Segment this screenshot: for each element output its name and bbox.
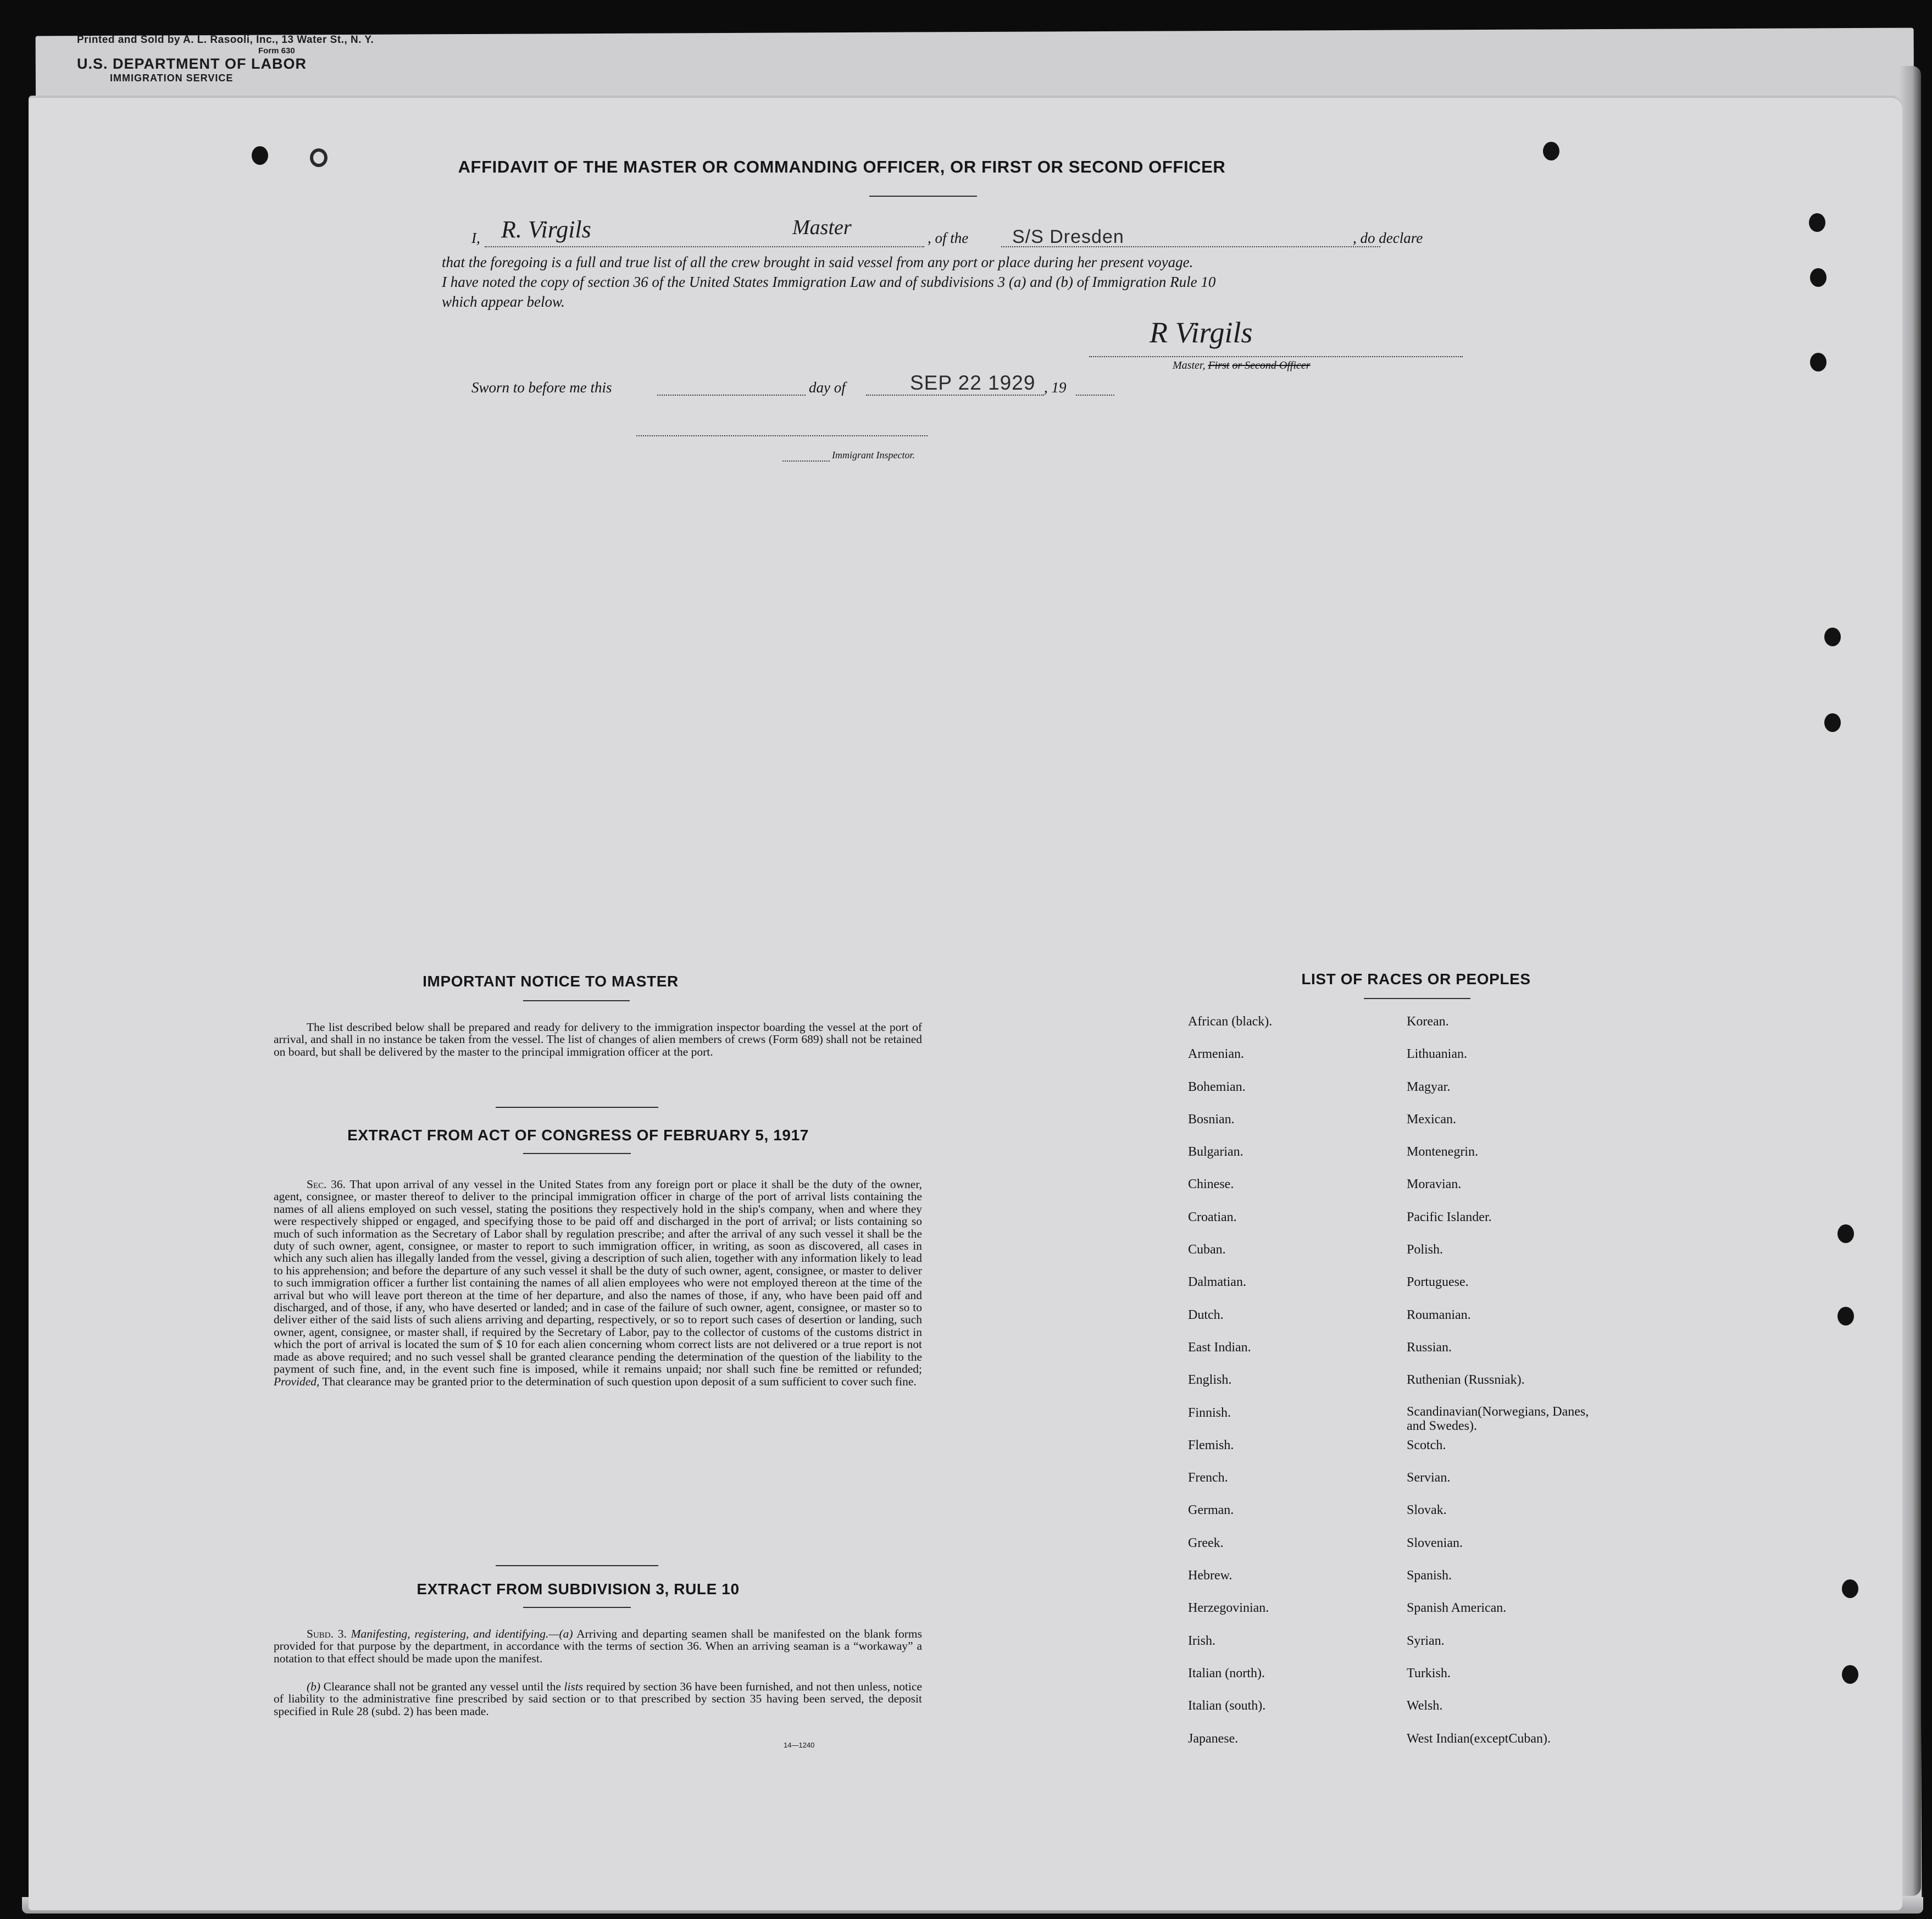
act-title: EXTRACT FROM ACT OF CONGRESS OF FEBRUARY 5, 1917 — [347, 1127, 809, 1144]
notice-separator — [496, 1107, 658, 1108]
title-rule — [869, 196, 977, 197]
date-stamp: SEP 22 1929 — [910, 371, 1036, 394]
inspector-label: Immigrant Inspector. — [832, 450, 915, 461]
race-item: Spanish American. — [1407, 1601, 1507, 1616]
race-item: Italian (north). — [1188, 1666, 1265, 1680]
sworn-label: Sworn to before me this — [471, 379, 612, 396]
notice-text: The list described below shall be prepared and ready for delivery to the immigration inspector boarding the vessel at the port of arrival, and shall in no instance be taken from the vessel. The list of changes of alien members of crews (Form 689) shall not be retained on board, but shall be delivered by the master to the principal immigration officer at the port. — [274, 1020, 922, 1058]
subd-a-text: Arriving and departing seamen shall be manifested on the blank forms provided for that purpose by the department, in accordance with the terms of section 36. When an arriving seaman is a “workaway” a notation to that effect should be made upon the manifest. — [274, 1627, 922, 1665]
race-item: Russian. — [1407, 1340, 1452, 1355]
race-item: Syrian. — [1407, 1633, 1445, 1648]
race-item: Polish. — [1407, 1243, 1444, 1257]
race-item: Mexican. — [1407, 1112, 1456, 1127]
subd-b-label: (b) — [307, 1680, 321, 1693]
affidavit-title: AFFIDAVIT OF THE MASTER OR COMMANDING OFFICER, OR FIRST OR SECOND OFFICER — [458, 157, 1226, 176]
race-item: Bosnian. — [1188, 1112, 1235, 1127]
races-column-2 — [1407, 1006, 1626, 1755]
race-item: Montenegrin. — [1407, 1145, 1478, 1160]
inspector-signature-line — [636, 435, 928, 436]
race-item: Dalmatian. — [1188, 1275, 1246, 1290]
rule10-rule — [523, 1607, 631, 1608]
race-item: Croatian. — [1188, 1210, 1237, 1224]
punch-hole-icon — [1810, 353, 1826, 371]
act-rule — [523, 1153, 631, 1154]
subd-b-text-2: required by section 36 have been furnished, and not then unless, notice of liability to the administrative fine prescribed by said section or to that prescribed by section 35 having been served, the deposit specified in Rule 28 (subd. 2) has been made. — [274, 1680, 923, 1718]
act-text — [274, 1178, 922, 1388]
first-officer-struck: First — [1208, 359, 1230, 371]
sworn-month-line — [866, 395, 1044, 396]
signature-caption — [1173, 359, 1311, 372]
race-item: Slovak. — [1407, 1503, 1447, 1518]
race-item: Ruthenian (Russniak). — [1407, 1373, 1525, 1388]
race-item: Roumanian. — [1407, 1307, 1471, 1322]
printer-line: Printed and Sold by A. L. Rasooli, Inc., 13 Water St., N. Y. — [77, 34, 374, 46]
department-name: U.S. DEPARTMENT OF LABOR — [77, 56, 307, 72]
races-column-1 — [1188, 1006, 1386, 1755]
punch-hole-icon — [1842, 1579, 1858, 1598]
race-item: Magyar. — [1407, 1079, 1451, 1094]
year-line — [1076, 395, 1114, 396]
act-body: That upon arrival of any vessel in the United States from any foreign port or place it shall be the duty of the owner, agent, consignee, or master thereof to deliver to the principal immigration officer in charge of the port of arrival lists containing the names of all aliens employed on such vessel, stating the positions they respectively hold in the ship's company, when and where they were respectively shipped or engaged, and specifying those to be paid off and discharged in the port of arrival; or lists containing so much of such information as the Secretary of Labor shall by regulation prescribe; and after the arrival of any such vessel it shall be the duty of such owner, agent, consignee, or master to report to such immigration officer, in writing, as soon as discovered, all cases in which any such alien has illegally landed from the vessel, giving a description of such alien, together with any information likely to lead to his apprehension; and before the departure of any such vessel it shall be the duty of such owner, agent, consignee, or master to deliver to such immigration officer a further list containing the names of all alien employees who were not employed thereon at the time of the arrival but who will leave port thereon at the time of her departure, and also the names of those, if any, who have been paid off and discharged, and of those, if any, who have deserted or landed; and in case of the failure of such owner, agent, consignee, or master so to deliver either of the said lists of such aliens arriving and departing, respectively, or so to report such cases of desertion or landing, such owner, agent, consignee, or master shall, if required by the Secretary of Labor, pay to the collector of customs of the customs district in which the port of arrival is located the sum of $ 10 for each alien concerning whom correct lists are not delivered or a true report is not made as above required; and no such vessel shall be granted clearance pending the determination of the question of the liability to the payment of such fine, and, in the event such fine is imposed, while it remains unpaid; nor shall such fine be remitted or refunded; — [274, 1178, 922, 1376]
of-the-label: , of the — [928, 230, 969, 246]
race-item: Bohemian. — [1188, 1079, 1246, 1094]
race-item: Spanish. — [1407, 1568, 1452, 1583]
race-item: Flemish. — [1188, 1438, 1234, 1452]
sec-36-label: Sec. 36. — [307, 1178, 346, 1191]
punch-hole-icon — [1842, 1665, 1858, 1684]
race-item: Moravian. — [1407, 1177, 1462, 1192]
race-item: German. — [1188, 1503, 1234, 1518]
race-item: Scotch. — [1407, 1438, 1446, 1452]
race-item: Dutch. — [1188, 1307, 1224, 1322]
punch-hole-icon — [252, 146, 268, 165]
vessel-stamp: S/S Dresden — [1012, 226, 1124, 247]
declaration-line-2: I have noted the copy of section 36 of the United States Immigration Law and of subdivisions 3 (a) and (b) of Immigration Rule 10 — [442, 274, 1216, 290]
punch-hole-icon — [1543, 142, 1559, 160]
notice-title: IMPORTANT NOTICE TO MASTER — [423, 973, 679, 990]
rule10-subd-b — [274, 1680, 922, 1717]
i-label: I, — [471, 230, 480, 246]
race-item: Irish. — [1188, 1633, 1215, 1648]
race-item: Chinese. — [1188, 1177, 1234, 1192]
master-name-handwritten: R. Virgils — [501, 216, 591, 243]
races-rule — [1364, 998, 1470, 999]
race-item: Finnish. — [1188, 1405, 1231, 1420]
punch-hole-icon — [1824, 713, 1841, 732]
rule10-subd-a — [274, 1628, 922, 1665]
do-declare-label: , do declare — [1353, 230, 1423, 246]
race-item: East Indian. — [1188, 1340, 1251, 1355]
name-line — [485, 246, 924, 247]
subd-b-text-1: Clearance shall not be granted any vessel until the — [323, 1680, 561, 1693]
form-number: Form 630 — [258, 46, 295, 56]
race-item: French. — [1188, 1471, 1228, 1485]
race-item: Portuguese. — [1407, 1275, 1469, 1290]
race-item: Bulgarian. — [1188, 1145, 1243, 1160]
race-item: West Indian(exceptCuban). — [1407, 1731, 1551, 1746]
punch-hole-icon — [1810, 268, 1826, 287]
punch-hole-icon — [1837, 1224, 1854, 1243]
race-item: Turkish. — [1407, 1666, 1451, 1680]
rank-handwritten: Master — [792, 216, 852, 239]
stacked-pages-edge — [1899, 66, 1921, 1896]
race-item: Pacific Islander. — [1407, 1210, 1492, 1224]
subd-b-lists: lists — [564, 1680, 584, 1693]
year-label: , 19 — [1044, 379, 1067, 396]
declaration-line-3: which appear below. — [442, 293, 565, 310]
race-item: Servian. — [1407, 1471, 1451, 1485]
race-item: Armenian. — [1188, 1047, 1244, 1062]
notice-rule — [523, 1000, 630, 1001]
race-item: Welsh. — [1407, 1699, 1443, 1713]
race-item: Lithuanian. — [1407, 1047, 1467, 1062]
signature-line — [1089, 356, 1463, 357]
race-item: Scandinavian(Norwegians, Danes, and Swedes). — [1407, 1404, 1589, 1433]
punch-hole-icon — [1837, 1307, 1854, 1325]
race-item: Slovenian. — [1407, 1535, 1463, 1550]
race-item: English. — [1188, 1373, 1232, 1388]
rule10-title: EXTRACT FROM SUBDIVISION 3, RULE 10 — [417, 1580, 740, 1598]
service-name: IMMIGRATION SERVICE — [110, 73, 234, 84]
declaration-line-1: that the foregoing is a full and true list of all the crew brought in said vessel from any port or place during her present voyage. — [442, 254, 1193, 270]
sworn-day-line — [657, 395, 806, 396]
master-label: Master, — [1173, 359, 1206, 371]
second-officer-struck: or Second Officer — [1232, 359, 1311, 371]
races-title: LIST OF RACES OR PEOPLES — [1301, 970, 1531, 988]
affidavit-page — [29, 98, 1902, 1910]
subd-heading: Manifesting, registering, and identifying.—(a) — [351, 1627, 573, 1640]
race-item: Japanese. — [1188, 1731, 1239, 1746]
race-item: Herzegovinian. — [1188, 1601, 1269, 1616]
print-code: 14—1240 — [784, 1741, 815, 1749]
race-item: Greek. — [1188, 1535, 1224, 1550]
form-header — [77, 34, 374, 84]
race-item: Italian (south). — [1188, 1699, 1266, 1713]
inspector-caption-dots — [782, 461, 830, 462]
master-signature: R Virgils — [1150, 316, 1253, 349]
subd-3-label: Subd. 3. — [307, 1627, 347, 1640]
vessel-line — [1001, 246, 1380, 247]
day-of-label: day of — [809, 379, 846, 396]
race-item: African (black). — [1188, 1014, 1273, 1029]
provided-label: Provided, — [274, 1374, 320, 1388]
punch-hole-icon — [1824, 628, 1841, 646]
race-item: Korean. — [1407, 1014, 1449, 1029]
race-item: Hebrew. — [1188, 1568, 1233, 1583]
act-separator — [496, 1565, 658, 1566]
punch-hole-icon — [1809, 213, 1825, 232]
race-item: Cuban. — [1188, 1243, 1226, 1257]
act-body-end: That clearance may be granted prior to the determination of such question upon deposit of a sum sufficient to cover such fine. — [322, 1374, 917, 1388]
